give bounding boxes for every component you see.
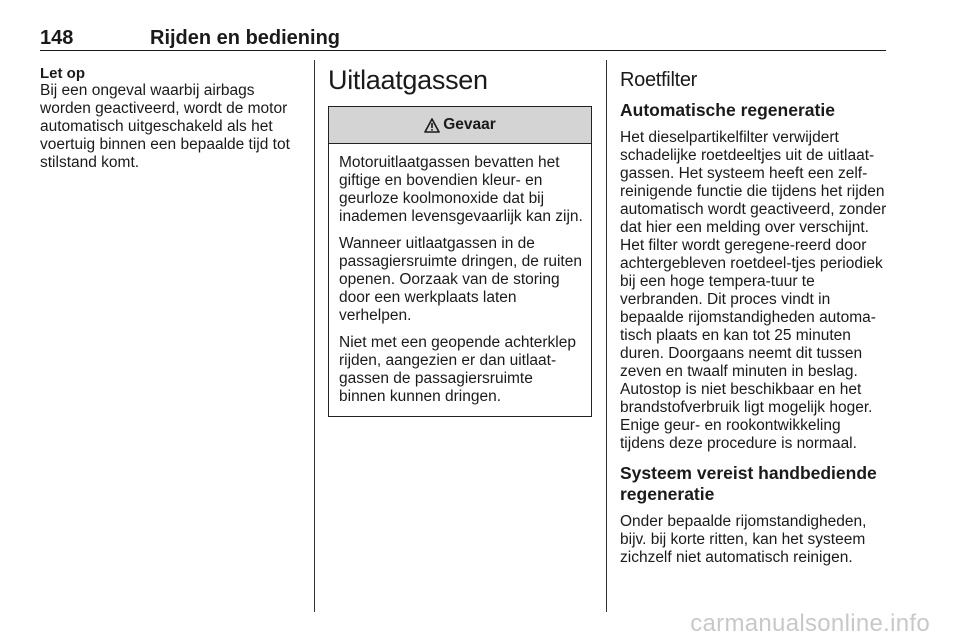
subsection-text: Onder bepaalde rijomstandigheden, bijv. bij korte ritten, kan het systeem zichzelf niet automatisch reinigen.	[620, 513, 867, 566]
note-text: Bij een ongeval waarbij airbags worden geactiveerd, wordt de motor automatisch uitgeschakeld als het voertuig binnen een bepaalde tijd tot stilstand komt.	[40, 82, 290, 171]
left-column	[40, 60, 302, 172]
subsection-heading: Systeem vereist handbediende regeneratie	[620, 463, 877, 504]
danger-body	[329, 144, 591, 416]
danger-box	[328, 106, 592, 417]
note-title: Let op	[40, 65, 85, 82]
subsection-heading: Automatische regeneratie	[620, 100, 835, 120]
danger-paragraph: Niet met een geopende achterklep rijden, aangezien er dan uitlaat-gassen de passagiersruimte binnen kunnen dringen.	[339, 334, 576, 405]
column-divider	[314, 60, 315, 612]
page-header	[40, 28, 886, 51]
danger-paragraph: Motoruitlaatgassen bevatten het giftige en bovendien kleur- en geurloze koolmonoxide dat bij inademen levensgevaarlijk kan zijn.	[339, 154, 583, 225]
danger-label: Gevaar	[443, 116, 496, 133]
running-head: Rijden en bediening	[150, 27, 341, 49]
watermark: carmanualsonline.info	[690, 610, 930, 637]
warning-triangle-icon	[424, 118, 440, 133]
column-divider	[606, 60, 607, 612]
danger-header	[329, 107, 591, 144]
section-title-exhaust: Uitlaatgassen	[328, 65, 488, 95]
section-title-soot-filter: Roetfilter	[620, 69, 698, 91]
danger-paragraph: Wanneer uitlaatgassen in de passagiersruimte dringen, de ruiten openen. Oorzaak van de storing door een werkplaats laten verhelpen.	[339, 235, 582, 324]
page-number: 148	[40, 27, 74, 49]
middle-column	[328, 60, 592, 417]
right-column	[620, 60, 888, 577]
subsection-text: Het dieselpartikelfilter verwijdert schadelijke roetdeeltjes uit de uitlaat-gassen. Het systeem heeft een zelf-reinigende functie die tijdens het rijden automatisch wordt geactiveerd, zonder dat hier een melding over verschijnt. Het filter wordt geregene-reerd door achtergebleven roetdeel-tjes periodiek bij een hoge tempera-tuur te verbranden. Dit proces vindt in bepaalde rijomstandigheden automa-tisch plaats en kan tot 25 minuten duren. Doorgaans neemt dit tussen zeven en twaalf minuten in beslag. Autostop is niet beschikbaar en het brandstofverbruik ligt mogelijk hoger. Enige geur- en rookontwikkeling tijdens deze procedure is normaal.	[620, 129, 887, 452]
